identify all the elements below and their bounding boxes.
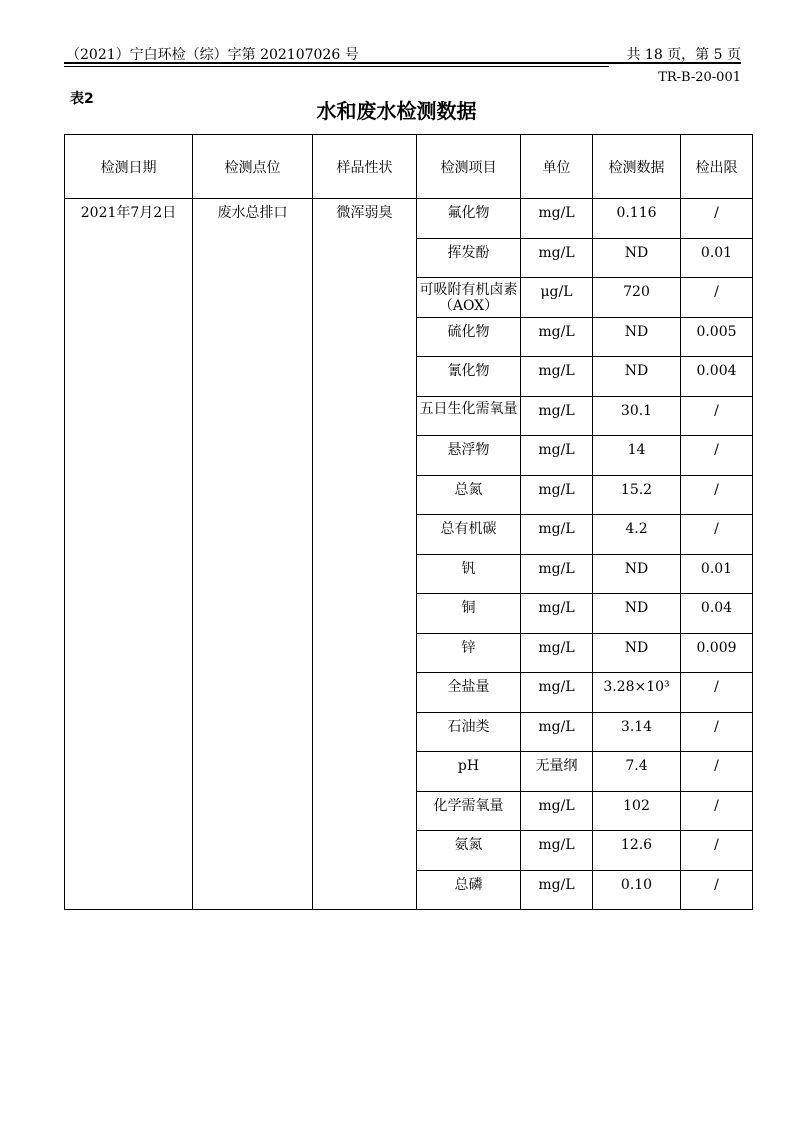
test-value: ND bbox=[593, 554, 681, 594]
test-item: 五日生化需氧量 bbox=[417, 396, 521, 436]
page-info: 共 18 页，第 5 页 bbox=[626, 47, 741, 63]
test-item: 硫化物 bbox=[417, 317, 521, 357]
col-header-location: 检测点位 bbox=[193, 135, 313, 199]
test-value: ND bbox=[593, 317, 681, 357]
test-limit: 0.01 bbox=[681, 554, 753, 594]
test-limit: / bbox=[681, 475, 753, 515]
test-value: 15.2 bbox=[593, 475, 681, 515]
test-value: ND bbox=[593, 238, 681, 278]
page-title: 水和废水检测数据 bbox=[316, 99, 477, 123]
header-rule-thick bbox=[64, 62, 741, 64]
sample-location: 废水总排口 bbox=[193, 199, 313, 910]
test-unit: mg/L bbox=[521, 199, 593, 239]
test-value: 30.1 bbox=[593, 396, 681, 436]
test-value: 4.2 bbox=[593, 515, 681, 555]
test-unit: mg/L bbox=[521, 357, 593, 397]
test-value: ND bbox=[593, 633, 681, 673]
col-header-appearance: 样品性状 bbox=[313, 135, 417, 199]
test-limit: 0.004 bbox=[681, 357, 753, 397]
test-limit: / bbox=[681, 752, 753, 792]
test-limit: / bbox=[681, 712, 753, 752]
test-unit: mg/L bbox=[521, 396, 593, 436]
document-code: TR-B-20-001 bbox=[658, 70, 741, 85]
test-unit: mg/L bbox=[521, 317, 593, 357]
test-item: 石油类 bbox=[417, 712, 521, 752]
sample-date: 2021年7月2日 bbox=[65, 199, 193, 910]
test-unit: mg/L bbox=[521, 791, 593, 831]
test-item: 氨氮 bbox=[417, 831, 521, 871]
header-rule-thin bbox=[64, 66, 609, 67]
test-limit: / bbox=[681, 199, 753, 239]
test-limit: / bbox=[681, 673, 753, 713]
report-number: （2021）宁白环检（综）字第 202107026 号 bbox=[66, 47, 359, 63]
table-row bbox=[65, 199, 753, 239]
test-value: 102 bbox=[593, 791, 681, 831]
test-item: 总有机碳 bbox=[417, 515, 521, 555]
test-limit: 0.005 bbox=[681, 317, 753, 357]
test-data-table bbox=[64, 134, 753, 910]
test-unit: mg/L bbox=[521, 831, 593, 871]
test-unit: mg/L bbox=[521, 436, 593, 476]
col-header-date: 检测日期 bbox=[65, 135, 193, 199]
test-item: 总磷 bbox=[417, 870, 521, 910]
test-value: ND bbox=[593, 594, 681, 634]
test-value: 0.10 bbox=[593, 870, 681, 910]
test-unit: mg/L bbox=[521, 712, 593, 752]
test-unit: mg/L bbox=[521, 870, 593, 910]
col-header-item: 检测项目 bbox=[417, 135, 521, 199]
table-header-row bbox=[65, 135, 753, 199]
test-item: 总氮 bbox=[417, 475, 521, 515]
test-unit: mg/L bbox=[521, 673, 593, 713]
col-header-unit: 单位 bbox=[521, 135, 593, 199]
test-unit: mg/L bbox=[521, 475, 593, 515]
test-limit: / bbox=[681, 791, 753, 831]
test-unit: mg/L bbox=[521, 515, 593, 555]
test-unit: μg/L bbox=[521, 278, 593, 318]
test-limit: 0.01 bbox=[681, 238, 753, 278]
col-header-value: 检测数据 bbox=[593, 135, 681, 199]
test-value: 14 bbox=[593, 436, 681, 476]
test-limit: / bbox=[681, 831, 753, 871]
test-value: 0.116 bbox=[593, 199, 681, 239]
test-unit: mg/L bbox=[521, 554, 593, 594]
test-limit: 0.04 bbox=[681, 594, 753, 634]
sample-appearance: 微浑弱臭 bbox=[313, 199, 417, 910]
test-unit: mg/L bbox=[521, 238, 593, 278]
test-limit: / bbox=[681, 870, 753, 910]
test-unit: mg/L bbox=[521, 633, 593, 673]
test-item: 全盐量 bbox=[417, 673, 521, 713]
test-item: 氟化物 bbox=[417, 199, 521, 239]
test-value: ND bbox=[593, 357, 681, 397]
test-item: 悬浮物 bbox=[417, 436, 521, 476]
test-value: 7.4 bbox=[593, 752, 681, 792]
test-limit: 0.009 bbox=[681, 633, 753, 673]
test-limit: / bbox=[681, 278, 753, 318]
test-item: 钒 bbox=[417, 554, 521, 594]
test-value: 12.6 bbox=[593, 831, 681, 871]
test-item: 氰化物 bbox=[417, 357, 521, 397]
test-unit: mg/L bbox=[521, 594, 593, 634]
test-limit: / bbox=[681, 396, 753, 436]
test-value: 720 bbox=[593, 278, 681, 318]
table-label: 表2 bbox=[70, 91, 94, 107]
test-item: 可吸附有机卤素（AOX） bbox=[417, 278, 521, 318]
test-unit: 无量纲 bbox=[521, 752, 593, 792]
test-limit: / bbox=[681, 436, 753, 476]
test-value: 3.28×10³ bbox=[593, 673, 681, 713]
test-item: pH bbox=[417, 752, 521, 792]
test-value: 3.14 bbox=[593, 712, 681, 752]
col-header-limit: 检出限 bbox=[681, 135, 753, 199]
test-limit: / bbox=[681, 515, 753, 555]
test-item: 锌 bbox=[417, 633, 521, 673]
test-item: 挥发酚 bbox=[417, 238, 521, 278]
test-item: 铜 bbox=[417, 594, 521, 634]
test-item: 化学需氧量 bbox=[417, 791, 521, 831]
